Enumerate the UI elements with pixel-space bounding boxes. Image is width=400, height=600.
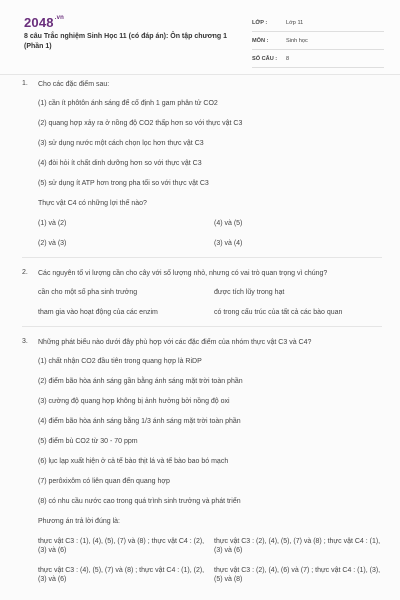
question-text: Cho các đặc điểm sau: [38,81,110,88]
statement: (3) cường độ quang hợp không bị ảnh hưởng bởi nồng độ oxi [38,398,230,405]
site-logo[interactable] [24,15,64,30]
answer-option[interactable]: (4) và (5) [214,220,243,227]
answer-options [38,219,382,248]
question-prompt: Phương án trả lời đúng là: [38,518,120,525]
answer-option[interactable]: thực vật C3 : (4), (5), (7) và (8) ; thực vật C4 : (1), (2), (3) và (6) [38,567,205,583]
meta-row-class [252,14,384,32]
statement: (1) cần ít phôtôn ánh sáng để cố định 1 gam phân tử CO2 [38,100,218,107]
statement: (8) có nhu cầu nước cao trong quá trình sinh trưởng và phát triển [38,498,241,505]
question-text: Các nguyên tố vi lượng cần cho cây với số lượng nhỏ, nhưng có vai trò quan trọng vì chúng? [38,270,328,277]
answer-option[interactable]: có trong cấu trúc của tất cả các bào quan [214,309,343,316]
question-list [22,80,382,584]
question-body [38,80,382,248]
answer-options [38,537,382,584]
statement: (2) điểm bão hòa ánh sáng gần bằng ánh sáng mặt trời toàn phần [38,378,243,385]
question-number: 3. [22,338,28,345]
statement: (4) đòi hỏi ít chất dinh dưỡng hơn so với thực vật C3 [38,160,202,167]
statement: (1) chất nhận CO2 đầu tiên trong quang hợp là RiDP [38,358,202,365]
question-number: 2. [22,269,28,276]
answer-option[interactable]: thực vật C3 : (1), (4), (5), (7) và (8) ; thực vật C4 : (2), (3) và (6) [38,538,205,554]
statement: (4) điểm bão hòa ánh sáng bằng 1/3 ánh sáng mặt trời toàn phần [38,418,241,425]
logo-suffix: .vn [54,15,65,21]
question-number: 1. [22,80,28,87]
question-divider [22,326,382,327]
question-2 [22,269,382,317]
meta-label: MÔN : [252,37,269,44]
question-body [38,269,382,317]
question-body [38,338,382,584]
question-divider [22,257,382,258]
statement: (2) quang hợp xảy ra ở nồng độ CO2 thấp hơn so với thực vật C3 [38,120,243,127]
meta-row-subject [252,32,384,50]
meta-value: 8 [286,55,290,62]
answer-option[interactable]: thực vật C3 : (2), (4), (5), (7) và (8) ; thực vật C4 : (1), (3) và (6) [214,538,381,554]
answer-option[interactable]: được tích lũy trong hạt [214,289,285,296]
meta-row-count [252,50,384,68]
statement: (5) sử dụng ít ATP hơn trong pha tối so với thực vật C3 [38,180,209,187]
question-3 [22,338,382,584]
question-1 [22,80,382,248]
meta-label: SỐ CÂU : [252,55,278,62]
answer-option[interactable]: (2) và (3) [38,240,67,247]
meta-value: Lớp 11 [286,19,304,26]
logo-text: 2048 [24,15,54,30]
document-meta [252,14,384,68]
question-prompt: Thực vật C4 có những lợi thế nào? [38,200,147,207]
answer-option[interactable]: (3) và (4) [214,240,243,247]
question-text: Những phát biểu nào dưới đây phù hợp với các đặc điểm của nhóm thực vật C3 và C4? [38,339,312,346]
answer-option[interactable]: cần cho một số pha sinh trưởng [38,289,138,296]
answer-option[interactable]: thực vật C3 : (2), (4), (6) và (7) ; thực vật C4 : (1), (3), (5) và (8) [214,567,381,583]
answer-options [38,288,382,317]
statement: (3) sử dụng nước một cách chọn lọc hơn thực vật C3 [38,140,204,147]
statement: (7) perôxixôm có liên quan đến quang hợp [38,478,170,485]
answer-option[interactable]: (1) và (2) [38,220,67,227]
meta-value: Sinh học [286,37,308,44]
statement: (5) điểm bù CO2 từ 30 - 70 ppm [38,438,138,445]
meta-label: LỚP : [252,19,268,26]
answer-option[interactable]: tham gia vào hoạt động của các enzim [38,309,158,316]
document-header [0,0,400,75]
document-title: 8 câu Trắc nghiệm Sinh Học 11 (có đáp án): Ôn tập chương 1 (Phần 1) [24,33,227,50]
statement: (6) lục lạp xuất hiện ở cả tế bào thịt lá và tế bào bao bó mạch [38,458,229,465]
